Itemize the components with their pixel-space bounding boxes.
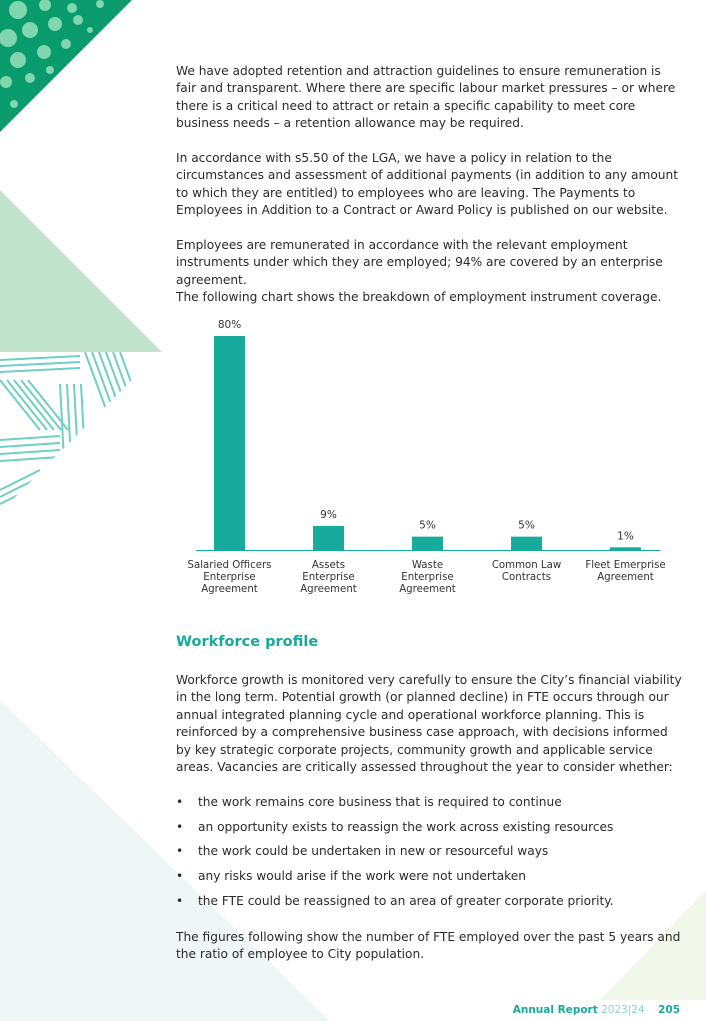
list-item	[176, 843, 682, 860]
bullet-list	[176, 794, 682, 918]
section-heading: Workforce profile	[176, 634, 319, 650]
bullet-dot: •	[176, 795, 184, 809]
workforce-paragraph: Workforce growth is monitored very carefully to ensure the City’s financial viability in the long term. Potential growth (or planned decline) in FTE occurs through our annual integrated planning cycle and operational workforce planning. This is reinforced by a comprehensive business case approach, with decisions informed by key strategic corporate projects, community growth and applicable service areas. Vacancies are critically assessed throughout the year to consider whether:	[176, 673, 682, 775]
footer-report-title: Annual Report	[512, 1004, 598, 1016]
chart-bar	[313, 526, 344, 550]
bullet-text: the FTE could be reassigned to an area of greater corporate priority.	[198, 893, 614, 908]
bar-value-label: 5%	[419, 519, 436, 532]
category-label: Agreement	[300, 584, 357, 595]
category-label: Agreement	[399, 584, 456, 595]
figures-intro-paragraph: The figures following show the number of FTE employed over the past 5 years and the ratio of employee to City population.	[176, 930, 681, 962]
list-item	[176, 868, 682, 885]
category-label: Assets	[311, 560, 346, 571]
category-label: Fleet Emerprise	[585, 560, 666, 571]
green-triangle-decoration	[0, 190, 162, 352]
remuneration-paragraph	[176, 237, 682, 307]
remuneration-text: Employees are remunerated in accordance with the relevant employment instruments under which they are employed; 94% are covered by an enterprise agreement.	[176, 238, 663, 287]
chart-intro-text: The following chart shows the breakdown of employment instrument coverage.	[176, 290, 662, 305]
footer-year: 2023|24	[601, 1004, 645, 1016]
retention-paragraph: We have adopted retention and attraction guidelines to ensure remuneration is fair and transparent. Where there are specific labour market pressures – or where there is a critical need to attract or retain a specific capability to meet core business needs – a retention allowance may be required.	[176, 64, 676, 131]
bullet-text: an opportunity exists to reassign the work across existing resources	[198, 819, 614, 834]
category-label: Agreement	[597, 572, 654, 583]
category-label: Enterprise	[203, 572, 256, 583]
bar-value-label: 5%	[518, 519, 535, 532]
bar-value-label: 80%	[217, 319, 242, 331]
chart-bar	[412, 537, 443, 550]
bullet-dot: •	[176, 844, 184, 859]
employment-instrument-chart	[170, 310, 670, 610]
category-label: Common Law	[491, 560, 562, 571]
chart-bar	[511, 537, 542, 550]
category-label: Salaried Officers	[187, 560, 272, 571]
bullet-dot: •	[176, 893, 184, 908]
bullet-dot: •	[176, 869, 184, 884]
line-pattern-decoration	[0, 352, 145, 504]
page-number: 205	[658, 1004, 680, 1016]
bar-value-label: 1%	[617, 530, 634, 543]
bullet-text: the work could be undertaken in new or resourceful ways	[198, 844, 549, 859]
page-footer	[513, 1004, 680, 1016]
category-label: Enterprise	[302, 572, 355, 583]
list-item	[176, 893, 682, 910]
category-label: Waste	[411, 560, 444, 571]
chart-bar	[214, 336, 245, 550]
bullet-text: the work remains core business that is required to continue	[198, 795, 562, 809]
bullet-dot: •	[176, 819, 184, 834]
category-label: Agreement	[201, 584, 258, 595]
list-item	[176, 794, 682, 811]
category-label: Contracts	[501, 572, 552, 583]
bullet-text: any risks would arise if the work were not undertaken	[198, 869, 527, 884]
bar-value-label: 9%	[320, 508, 337, 521]
list-item	[176, 819, 682, 836]
chart-bar	[610, 547, 641, 550]
policy-paragraph: In accordance with s5.50 of the LGA, we have a policy in relation to the circumstances and assessment of additional payments (in addition to any amount to which they are entitled) to employees who are leaving. The Payments to Employees in Addition to a Contract or Award Policy is published on our website.	[176, 151, 679, 218]
dotted-triangle-decoration	[0, 0, 132, 132]
category-label: Enterprise	[401, 572, 454, 583]
